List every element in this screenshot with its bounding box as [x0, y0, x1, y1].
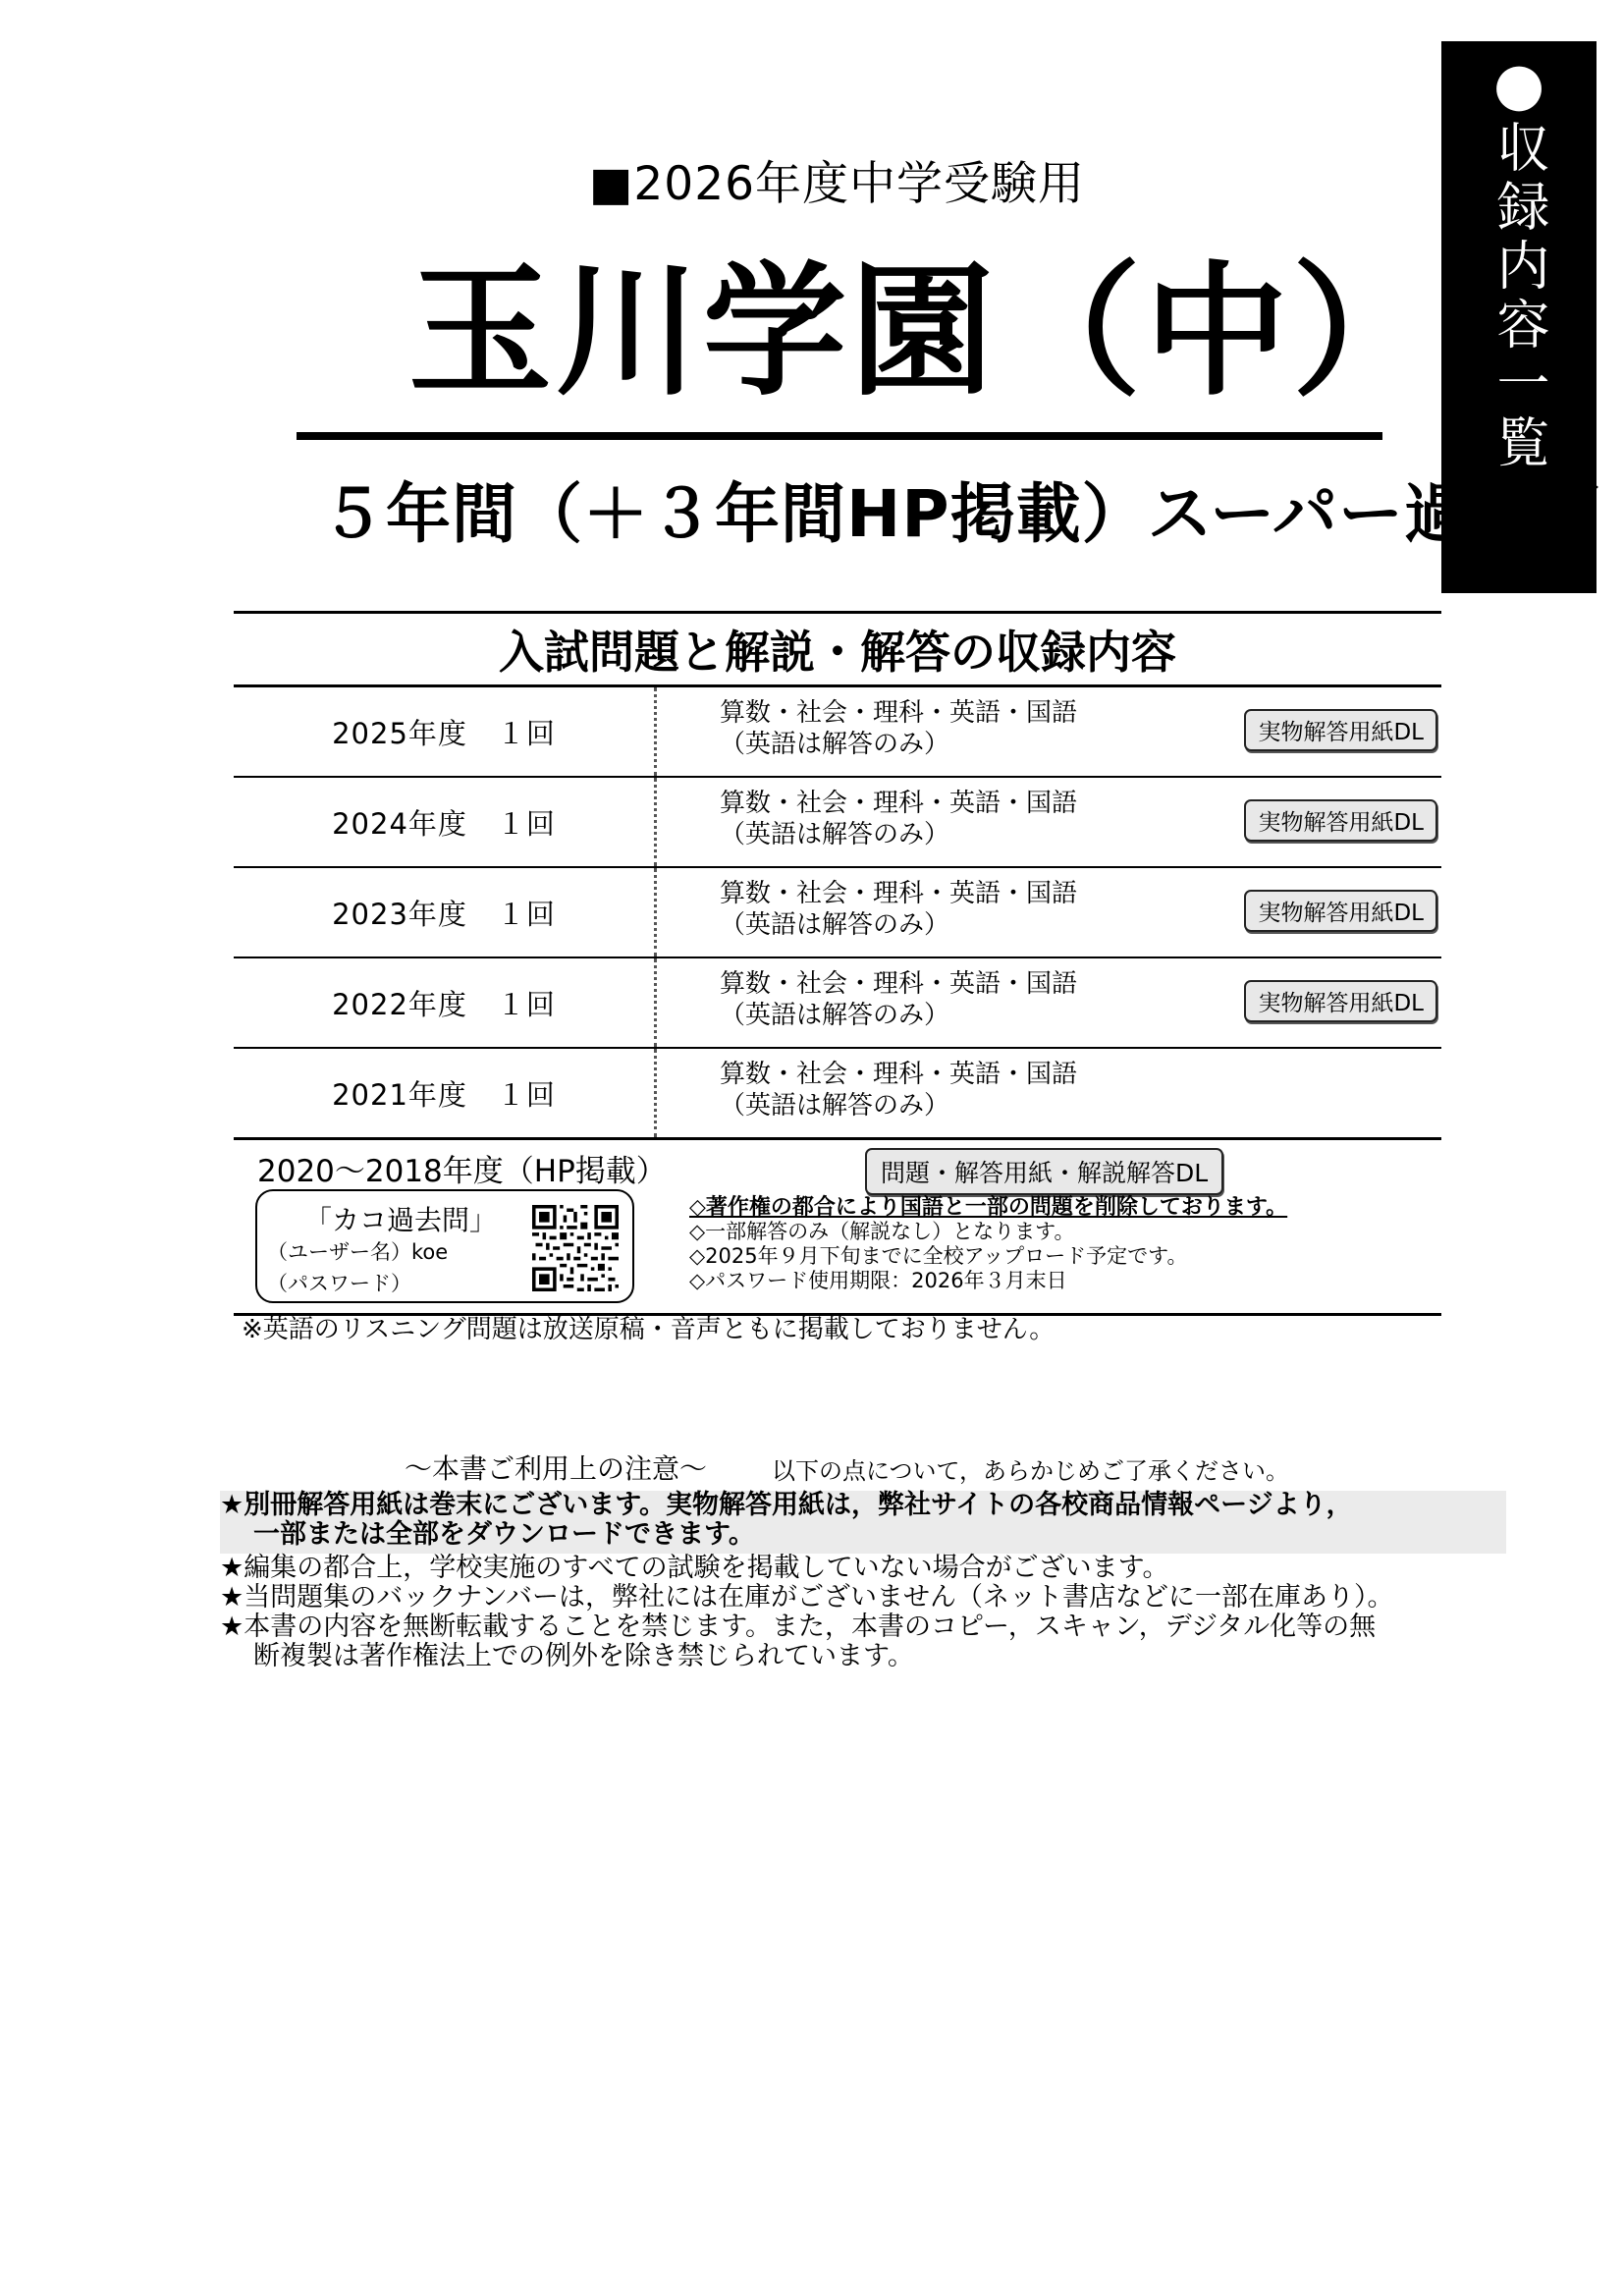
table-row: [234, 958, 1441, 1049]
notice-item-text: ★編集の都合上，学校実施のすべての試験を掲載していない場合がございます。: [220, 1553, 1169, 1583]
table-row: [234, 778, 1441, 868]
kako-username: （ユーザー名）koe: [267, 1240, 449, 1264]
list-item: [220, 1491, 1506, 1554]
hp-note: ◇著作権の都合により国語と一部の問題を削除しております。: [689, 1195, 1288, 1220]
notice-item-text: ★別冊解答用紙は巻末にございます。実物解答用紙は，弊社サイトの各校商品情報ページより，: [220, 1490, 1353, 1520]
hp-note: ◇パスワード使用期限：2026年３月末日: [689, 1269, 1067, 1292]
notice-heading: ～本書ご利用上の注意～: [405, 1452, 708, 1485]
kako-title: 「カコ過去問」: [304, 1204, 498, 1236]
row-subjects: 算数・社会・理科・英語・国語: [720, 969, 1078, 999]
row-subjects: 算数・社会・理科・英語・国語: [720, 879, 1078, 908]
row-subjects: 算数・社会・理科・英語・国語: [720, 1060, 1078, 1089]
hp-note: ◇一部解答のみ（解説なし）となります。: [689, 1220, 1075, 1243]
list-item: [220, 1583, 1506, 1613]
listening-note: ※英語のリスニング問題は放送原稿・音声ともに掲載しておりません。: [242, 1315, 1056, 1344]
answer-sheet-dl-button[interactable]: 実物解答用紙DL: [1244, 980, 1437, 1022]
row-year: 2021年度 １回: [332, 1077, 556, 1112]
hp-download-button[interactable]: 問題・解答用紙・解説解答DL: [865, 1148, 1223, 1195]
contents-table: [234, 611, 1441, 1316]
row-note: （英語は解答のみ）: [720, 910, 950, 940]
hp-note: ◇2025年９月下旬までに全校アップロード予定です。: [689, 1244, 1188, 1268]
row-year: 2024年度 １回: [332, 806, 556, 841]
notice-item-continued: 一部または全部をダウンロードできます。: [253, 1519, 755, 1550]
row-note: （英語は解答のみ）: [720, 1001, 950, 1030]
row-subjects: 算数・社会・理科・英語・国語: [720, 698, 1078, 728]
kako-password: （パスワード）: [267, 1272, 411, 1295]
kako-login-box: [255, 1189, 634, 1303]
list-item: [220, 1613, 1506, 1671]
table-row: [234, 1049, 1441, 1139]
notice-subheading: 以下の点について，あらかじめご了承ください。: [772, 1457, 1290, 1485]
table-row: [234, 868, 1441, 958]
side-tab-bullet: ●: [1492, 50, 1545, 119]
answer-sheet-dl-button[interactable]: 実物解答用紙DL: [1244, 890, 1437, 932]
row-note: （英語は解答のみ）: [720, 1091, 950, 1121]
notice-list: [220, 1491, 1506, 1671]
hp-notes: [689, 1195, 1287, 1293]
exam-year-line: ■2026年度中学受験用: [589, 157, 1086, 211]
notice-item-continued: 断複製は著作権法上での例外を除き禁じられています。: [253, 1641, 914, 1671]
row-note: （英語は解答のみ）: [720, 730, 950, 759]
title-divider: [297, 432, 1382, 440]
answer-sheet-dl-button[interactable]: 実物解答用紙DL: [1244, 799, 1437, 842]
notice-item-text: ★本書の内容を無断転載することを禁じます。また，本書のコピー，スキャン，デジタル化等の無: [220, 1612, 1377, 1642]
list-item: [220, 1554, 1506, 1583]
contents-table-heading: 入試問題と解説・解答の収録内容: [234, 611, 1441, 687]
hp-year-range: 2020～2018年度（HP掲載）: [257, 1154, 667, 1189]
row-subjects: 算数・社会・理科・英語・国語: [720, 789, 1078, 818]
notice-item-text: ★当問題集のバックナンバーは，弊社には在庫がございません（ネット書店などに一部在庫あり）。: [220, 1582, 1394, 1613]
table-row: [234, 687, 1441, 778]
school-name-title: 玉川学園（中）: [408, 248, 1439, 415]
qr-code-icon[interactable]: [532, 1205, 619, 1291]
row-note: （英語は解答のみ）: [720, 820, 950, 849]
hp-archive-row: [234, 1139, 1441, 1316]
series-title: ５年間（＋３年間HP掲載）スーパー過去問: [320, 476, 1602, 552]
row-year: 2023年度 １回: [332, 897, 556, 931]
answer-sheet-dl-button[interactable]: 実物解答用紙DL: [1244, 709, 1437, 751]
row-year: 2025年度 １回: [332, 716, 556, 750]
row-year: 2022年度 １回: [332, 987, 556, 1021]
side-tab-label: 収録内容一覧: [1489, 120, 1550, 473]
